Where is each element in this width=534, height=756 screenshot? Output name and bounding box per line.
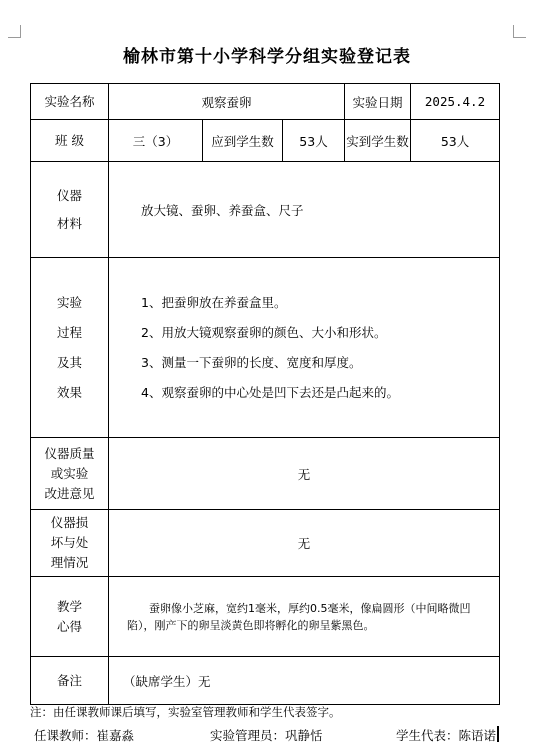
quality-label-line: 或实验 [50, 465, 89, 481]
quality-label-line: 仪器质量 [44, 445, 95, 461]
process-label-line: 及其 [56, 354, 82, 370]
process-label-line: 过程 [56, 324, 82, 340]
teaching-notes [109, 577, 500, 657]
process-step: 4、观察蚕卵的中心处是凹下去还是凸起来的。 [141, 384, 399, 400]
table-row [31, 510, 500, 577]
experiment-name-value: 观察蚕卵 [109, 84, 345, 120]
page-title: 榆林市第十小学科学分组实验登记表 [123, 47, 411, 67]
damage-label [31, 510, 109, 577]
page-corner-mark [8, 25, 21, 38]
experiment-date-value: 2025.4.2 [411, 84, 500, 120]
manager-signature: 实验管理员：巩静恬 [210, 728, 323, 743]
class-label: 班 级 [31, 120, 109, 162]
process-step: 2、用放大镜观察蚕卵的颜色、大小和形状。 [141, 324, 387, 340]
experiment-record-table [30, 83, 500, 705]
table-row [31, 258, 500, 438]
student-signature: 学生代表：陈语诺 [396, 728, 497, 743]
damage-label-line: 仪器损 [50, 515, 89, 530]
page-corner-mark [513, 25, 526, 38]
class-value: 三（3） [109, 120, 203, 162]
quality-label-line: 改进意见 [44, 485, 95, 501]
teaching-label-line: 教学 [56, 598, 82, 614]
table-row [31, 120, 500, 162]
quality-value: 无 [109, 438, 500, 510]
actual-students-value: 53人 [411, 120, 500, 162]
quality-label [31, 438, 109, 510]
table-row [31, 438, 500, 510]
process-steps [109, 258, 500, 438]
footnote: 注：由任课教师课后填写，实验室管理教师和学生代表签字。 [30, 705, 341, 719]
teacher-signature: 任课教师：崔嘉淼 [34, 728, 135, 743]
expected-students-label: 应到学生数 [203, 120, 283, 162]
process-step: 1、把蚕卵放在养蚕盒里。 [141, 294, 287, 310]
damage-label-line: 理情况 [50, 555, 89, 570]
teaching-label [31, 577, 109, 657]
teaching-notes-text: 蚕卵像小芝麻，宽约1毫米，厚约0.5毫米，像扁圆形（中间略微凹陷），刚产下的卵呈淡黄色即将孵化的卵呈紫黑色。 [127, 601, 471, 632]
experiment-name-label: 实验名称 [31, 84, 109, 120]
text-cursor [497, 726, 499, 742]
materials-label [31, 162, 109, 258]
expected-students-value: 53人 [283, 120, 345, 162]
materials-value: 放大镜、蚕卵、养蚕盒、尺子 [109, 162, 500, 258]
process-step: 3、测量一下蚕卵的长度、宽度和厚度。 [141, 354, 362, 370]
process-label-line: 效果 [56, 384, 82, 400]
table-row [31, 84, 500, 120]
materials-label-line: 仪器 [56, 187, 82, 203]
remark-label: 备注 [31, 657, 109, 705]
process-label-line: 实验 [56, 294, 82, 310]
materials-label-line: 材料 [56, 215, 82, 231]
actual-students-label: 实到学生数 [345, 120, 411, 162]
process-label [31, 258, 109, 438]
damage-value: 无 [109, 510, 500, 577]
remark-value: （缺席学生）无 [109, 657, 500, 705]
table-row [31, 657, 500, 705]
damage-label-line: 坏与处 [50, 535, 89, 550]
experiment-date-label: 实验日期 [345, 84, 411, 120]
table-row [31, 162, 500, 258]
teaching-label-line: 心得 [56, 618, 82, 634]
table-row [31, 577, 500, 657]
